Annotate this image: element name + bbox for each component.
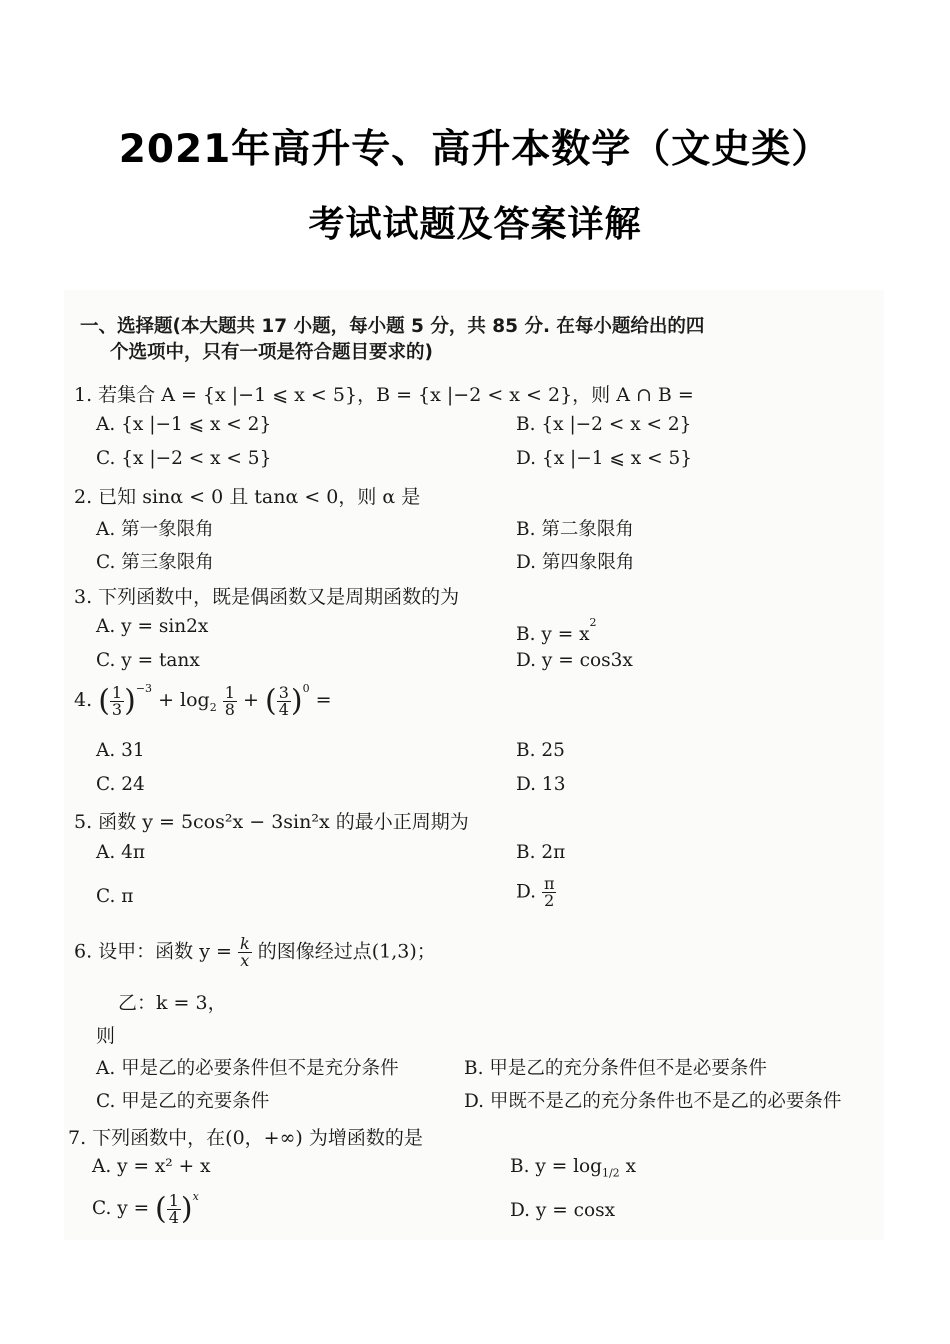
question-6-stem-prefix: 6. 设甲：函数 y =: [74, 940, 232, 963]
question-1-option-a: A. {x |−1 ⩽ x < 2}: [96, 414, 272, 435]
question-4-number: 4.: [74, 689, 93, 711]
paren-right-3: ): [180, 1191, 193, 1227]
question-5-option-b: B. 2π: [516, 842, 566, 863]
fraction-one-quarter: $\frac{1}{4}$: [168, 1190, 179, 1227]
question-3-option-a: A. y = sin2x: [96, 616, 209, 637]
paren-left-3: (: [154, 1191, 167, 1227]
fraction-k-over-x: $\frac{k}{x}$: [239, 934, 250, 970]
fraction-three-quarters: $\frac{3}{4}$: [278, 682, 289, 719]
question-7-option-c: [92, 1190, 199, 1227]
question-2-option-d: D. 第四象限角: [516, 552, 635, 573]
question-1-stem: 1. 若集合 A = {x |−1 ⩽ x < 5}，B = {x |−2 < x < 2}，则 A ∩ B =: [74, 384, 694, 406]
exponent-x: x: [192, 1190, 199, 1203]
question-7-stem: 7. 下列函数中，在(0，+∞) 为增函数的是: [68, 1127, 423, 1149]
question-3-option-b-exponent: 2: [589, 616, 597, 629]
question-4-option-c: C. 24: [96, 774, 145, 795]
question-4-option-a: A. 31: [96, 740, 145, 761]
question-5-option-c: C. π: [96, 886, 134, 907]
section-heading-line2: 个选项中，只有一项是符合题目要求的): [110, 342, 433, 363]
question-7-option-b-text: B. y = log: [510, 1156, 602, 1177]
question-4-option-b: B. 25: [516, 740, 565, 761]
question-6-option-a: A. 甲是乙的必要条件但不是充分条件: [96, 1058, 399, 1079]
question-2-option-b: B. 第二象限角: [516, 519, 634, 540]
paren-left-2: (: [264, 683, 277, 719]
question-2-option-a: A. 第一象限角: [96, 519, 214, 540]
question-3-option-c: C. y = tanx: [96, 650, 200, 671]
question-7-option-b-base: 1/2: [601, 1166, 620, 1180]
paren-right-2: ): [290, 683, 303, 719]
question-5-option-d: [516, 876, 556, 909]
question-3-stem: 3. 下列函数中，既是偶函数又是周期函数的为: [74, 586, 460, 608]
scanned-exam-page: [64, 290, 884, 1240]
section-heading-line1: 一、选择题(本大题共 17 小题，每小题 5 分，共 85 分. 在每小题给出的四: [80, 316, 705, 337]
document-title: 2021年高升专、高升本数学（文史类）: [118, 127, 832, 172]
question-2-option-c: C. 第三象限角: [96, 552, 214, 573]
plus-sign: +: [243, 689, 259, 711]
question-3-option-b: [516, 616, 597, 645]
question-7-option-c-text: C. y =: [92, 1198, 150, 1219]
question-5-stem: 5. 函数 y = 5cos²x − 3sin²x 的最小正周期为: [74, 811, 469, 833]
fraction-one-third: $\frac{1}{3}$: [111, 682, 123, 719]
question-7-option-d: D. y = cosx: [510, 1200, 616, 1221]
question-5-option-d-label: D.: [516, 881, 537, 903]
exponent-minus-3: −3: [135, 682, 153, 695]
fraction-pi-over-2: $\frac{\pi}{2}$: [543, 874, 555, 910]
question-6-then: 则: [96, 1025, 116, 1047]
question-1-option-c: C. {x |−2 < x < 5}: [96, 448, 272, 469]
log-base: 2: [209, 700, 217, 714]
question-6-condition-yi: 乙：k = 3，: [118, 992, 227, 1014]
question-4-option-d: D. 13: [516, 774, 566, 795]
document-subtitle: 考试试题及答案详解: [308, 204, 642, 245]
question-7-option-a: A. y = x² + x: [92, 1156, 211, 1177]
question-3-option-d: D. y = cos3x: [516, 650, 633, 671]
question-7-option-b-arg: x: [625, 1156, 636, 1177]
question-7-option-b: [510, 1156, 636, 1180]
equals-sign: =: [315, 689, 332, 711]
log-text: + log: [158, 689, 210, 711]
paren-right: ): [124, 683, 136, 719]
question-6-stem: [74, 936, 436, 969]
question-2-stem: 2. 已知 sinα < 0 且 tanα < 0，则 α 是: [74, 486, 421, 508]
question-6-option-d: D. 甲既不是乙的充分条件也不是乙的必要条件: [464, 1091, 842, 1112]
fraction-one-eighth: $\frac{1}{8}$: [224, 682, 235, 719]
question-1-option-d: D. {x |−1 ⩽ x < 5}: [516, 448, 693, 469]
exponent-zero: 0: [302, 682, 310, 695]
question-6-option-b: B. 甲是乙的充分条件但不是必要条件: [464, 1058, 767, 1079]
question-6-stem-suffix: 的图像经过点(1,3)；: [257, 940, 436, 963]
question-4-stem: [74, 682, 332, 719]
question-1-option-b: B. {x |−2 < x < 2}: [516, 414, 692, 435]
question-6-option-c: C. 甲是乙的充要条件: [96, 1091, 270, 1112]
paren-left: (: [98, 683, 110, 719]
question-3-option-b-text: B. y = x: [516, 624, 590, 645]
question-5-option-a: A. 4π: [96, 842, 146, 863]
